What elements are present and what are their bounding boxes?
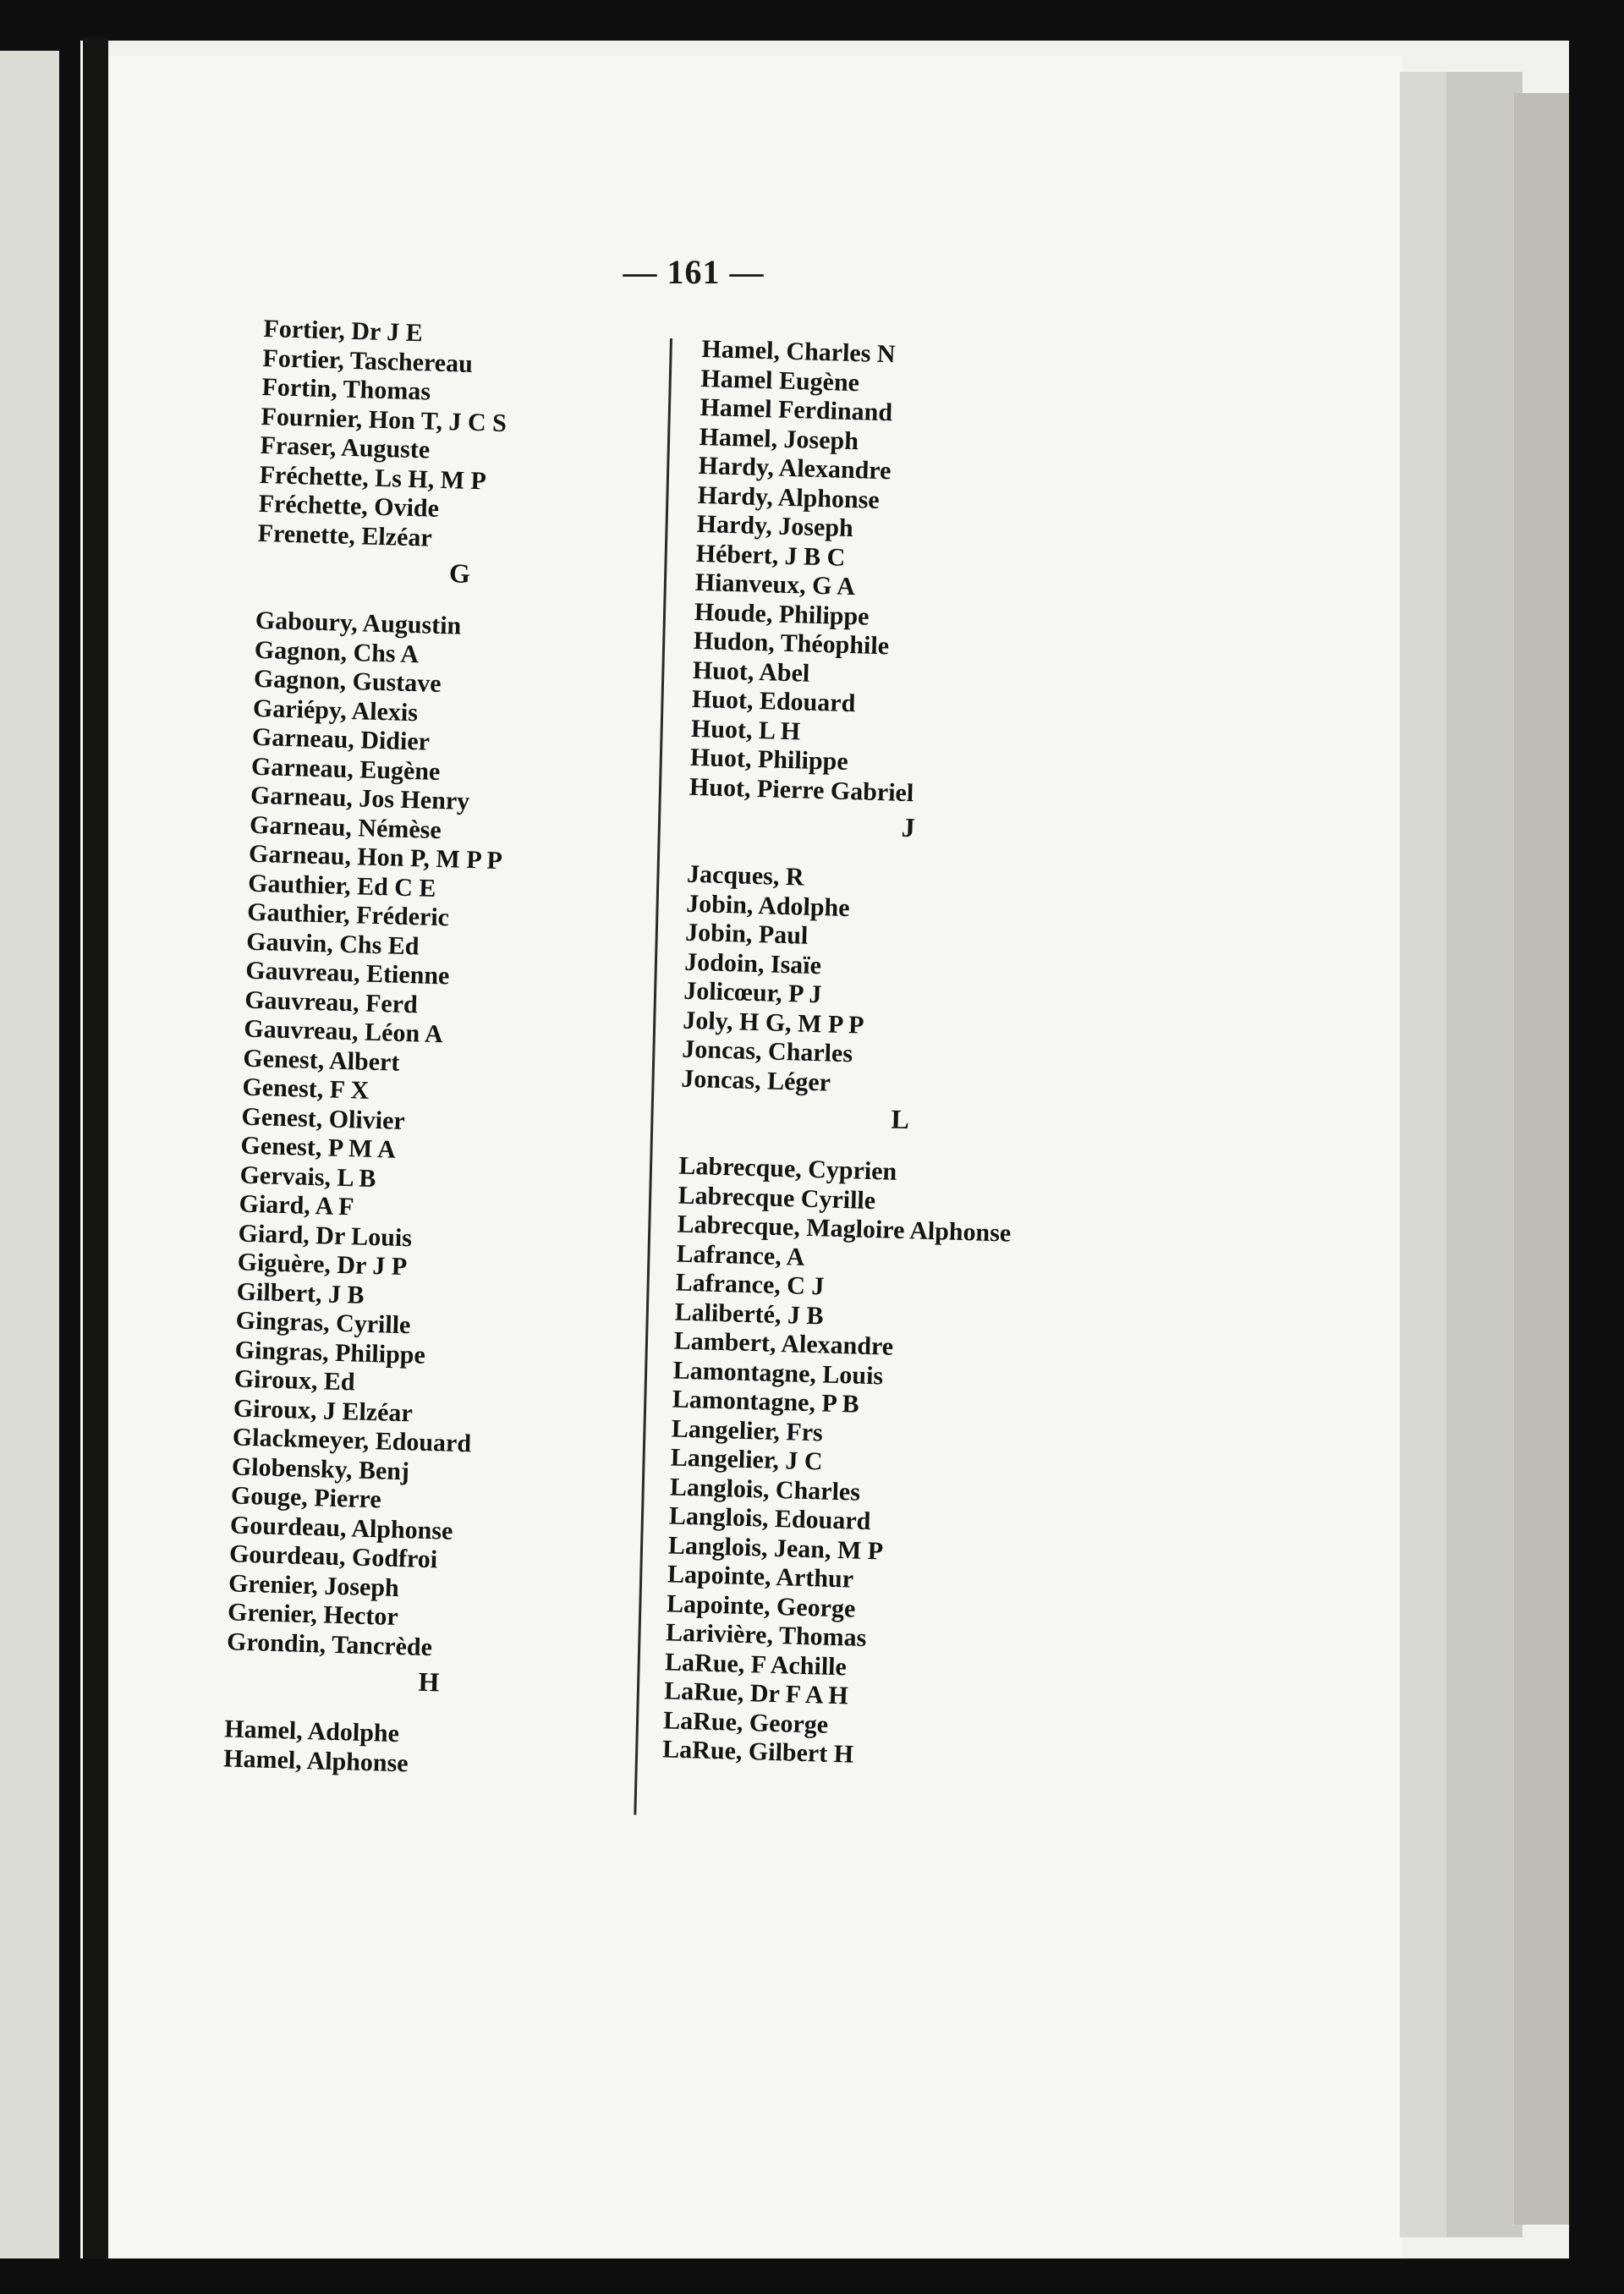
directory-entry: Giard, Dr Louis (238, 1219, 413, 1252)
directory-entry: Gauvreau, Etienne (244, 956, 450, 991)
directory-entry: Langlois, Charles (669, 1472, 861, 1506)
directory-entry: Labrecque Cyrille (678, 1181, 876, 1215)
directory-entry: Genest, Albert (242, 1044, 400, 1077)
directory-entry: Jobin, Adolphe (685, 889, 851, 922)
directory-entry: Hardy, Joseph (696, 509, 854, 543)
directory-entry: Glackmeyer, Edouard (232, 1423, 472, 1458)
directory-entry: Lamontagne, Louis (672, 1356, 884, 1390)
directory-entry: Jacques, R (686, 859, 804, 892)
scan-border-top (0, 0, 1624, 41)
section-heading-g: G (448, 557, 471, 589)
directory-entry: Genest, Olivier (241, 1102, 406, 1135)
directory-entry: Gauvreau, Ferd (244, 985, 419, 1018)
directory-entry: Huot, L H (690, 714, 801, 745)
directory-entry: LaRue, Dr F A H (663, 1677, 849, 1710)
directory-entry: Giroux, J Elzéar (233, 1394, 414, 1427)
directory-entry: Hamel Eugène (700, 364, 860, 397)
directory-entry: Joncas, Léger (680, 1064, 831, 1097)
directory-entry: Grenier, Hector (227, 1598, 399, 1632)
directory-entry: LaRue, F Achille (664, 1647, 848, 1681)
directory-entry: Gauvreau, Léon A (243, 1014, 444, 1049)
directory-entry: Hébert, J B C (695, 539, 846, 572)
directory-entry: Fortin, Thomas (261, 372, 431, 406)
entry-group-l (662, 1152, 1204, 1780)
directory-entry: Garneau, Hon P, M P P (248, 839, 503, 875)
right-column (662, 335, 1226, 1779)
directory-entry: Huot, Pierre Gabriel (689, 772, 914, 807)
directory-entry: Giguère, Dr J P (237, 1248, 408, 1281)
directory-entry: Langelier, J C (670, 1443, 824, 1476)
directory-entry: Gervais, L B (239, 1161, 376, 1193)
directory-entry: Fortier, Taschereau (262, 343, 474, 378)
directory-entry: Gourdeau, Godfroi (228, 1539, 438, 1574)
directory-entry: Fréchette, Ovide (258, 489, 440, 523)
directory-entry: Joly, H G, M P P (682, 1006, 864, 1040)
directory-entry: Langlois, Jean, M P (667, 1530, 884, 1566)
directory-entry: Lambert, Alexandre (673, 1326, 894, 1361)
directory-entry: Langelier, Frs (671, 1414, 824, 1446)
directory-entry: Langlois, Edouard (668, 1501, 871, 1536)
directory-entry: Giroux, Ed (233, 1364, 356, 1397)
directory-entry: Globensky, Benj (231, 1452, 410, 1485)
directory-entry: Gaboury, Augustin (255, 606, 462, 640)
directory-entry: Fournier, Hon T, J C S (261, 402, 508, 437)
directory-entry: Hardy, Alexandre (698, 451, 892, 486)
directory-entry: Hamel Ferdinand (700, 392, 893, 427)
directory-entry: Lamontagne, P B (672, 1385, 860, 1419)
directory-entry: Houde, Philippe (694, 597, 870, 631)
scan-border-bottom (0, 2258, 1624, 2294)
section-heading-h: H (418, 1666, 440, 1698)
directory-entry: Gingras, Philippe (234, 1336, 426, 1369)
directory-entry: Lapointe, George (666, 1589, 856, 1623)
directory-entry: Fréchette, Ls H, M P (259, 460, 487, 495)
directory-entry: Hamel, Alphonse (222, 1743, 409, 1777)
directory-entry: Joncas, Charles (681, 1034, 853, 1068)
section-heading-l: L (891, 1103, 910, 1135)
directory-entry: Lafrance, A (676, 1239, 805, 1271)
page-stack-edge (1514, 93, 1569, 2225)
directory-entry: Hardy, Alphonse (697, 480, 881, 514)
page-stack-edge (1400, 72, 1446, 2237)
directory-entry: Lafrance, C J (675, 1268, 825, 1301)
directory-entry: Grondin, Tancrède (226, 1627, 433, 1661)
book-gutter (83, 38, 108, 2288)
directory-entry: Gourdeau, Alphonse (229, 1510, 453, 1545)
directory-entry: Garneau, Eugène (250, 752, 441, 786)
directory-entry: Gilbert, J B (236, 1277, 365, 1309)
previous-page-edge (0, 51, 59, 2284)
directory-entry: Laliberté, J B (674, 1298, 824, 1330)
page-stack-edge (1446, 72, 1522, 2237)
section-heading-j: J (901, 811, 916, 843)
directory-entry: Hianveux, G A (694, 568, 856, 601)
directory-entry: Giard, A F (239, 1189, 354, 1221)
directory-entry: LaRue, Gilbert H (661, 1735, 854, 1769)
directory-entry: Gouge, Pierre (230, 1481, 382, 1514)
directory-entry: Jolicœur, P J (683, 976, 822, 1009)
directory-entry: Larivière, Thomas (665, 1618, 867, 1653)
directory-entry: Genest, F X (242, 1073, 370, 1105)
directory-entry: Labrecque, Magloire Alphonse (677, 1210, 1012, 1248)
entry-group-h-continued (689, 335, 1226, 816)
directory-entry: Hamel, Adolphe (223, 1715, 400, 1748)
directory-entry: Hudon, Théophile (693, 626, 890, 661)
directory-entry: Fortier, Dr J E (263, 315, 424, 348)
directory-entry: Labrecque, Cyprien (678, 1151, 897, 1186)
directory-entry: Gauvin, Chs Ed (245, 927, 420, 960)
directory-entry: Gauthier, Ed C E (247, 869, 436, 903)
directory-entry: Hamel, Joseph (699, 422, 859, 455)
directory-entry: Garneau, Némèse (249, 810, 442, 844)
page-number: — 161 — (623, 253, 765, 291)
directory-entry: Garneau, Didier (251, 722, 431, 756)
directory-entry: Lapointe, Arthur (667, 1560, 854, 1594)
entry-group-j (681, 860, 1211, 1108)
directory-entry: Gauthier, Fréderic (246, 897, 450, 932)
directory-entry: Grenier, Joseph (228, 1568, 400, 1602)
directory-entry: Fraser, Auguste (260, 431, 431, 464)
directory-entry: LaRue, George (662, 1705, 829, 1739)
directory-entry: Huot, Abel (692, 656, 810, 688)
directory-entry: Huot, Philippe (689, 743, 849, 777)
scan-border-right (1569, 0, 1624, 2294)
directory-entry: Garneau, Jos Henry (250, 781, 470, 816)
directory-entry: Hamel, Charles N (701, 335, 897, 369)
directory-entry: Gingras, Cyrille (235, 1306, 411, 1340)
directory-entry: Jodoin, Isaïe (683, 947, 822, 980)
directory-entry: Gagnon, Chs A (254, 635, 420, 668)
directory-entry: Huot, Edouard (691, 684, 856, 718)
directory-entry: Gariépy, Alexis (252, 694, 419, 727)
directory-entry: Gagnon, Gustave (253, 664, 442, 699)
directory-entry: Frenette, Elzéar (257, 519, 433, 552)
directory-entry: Genest, P M A (240, 1131, 397, 1164)
directory-entry: Jobin, Paul (684, 918, 809, 950)
